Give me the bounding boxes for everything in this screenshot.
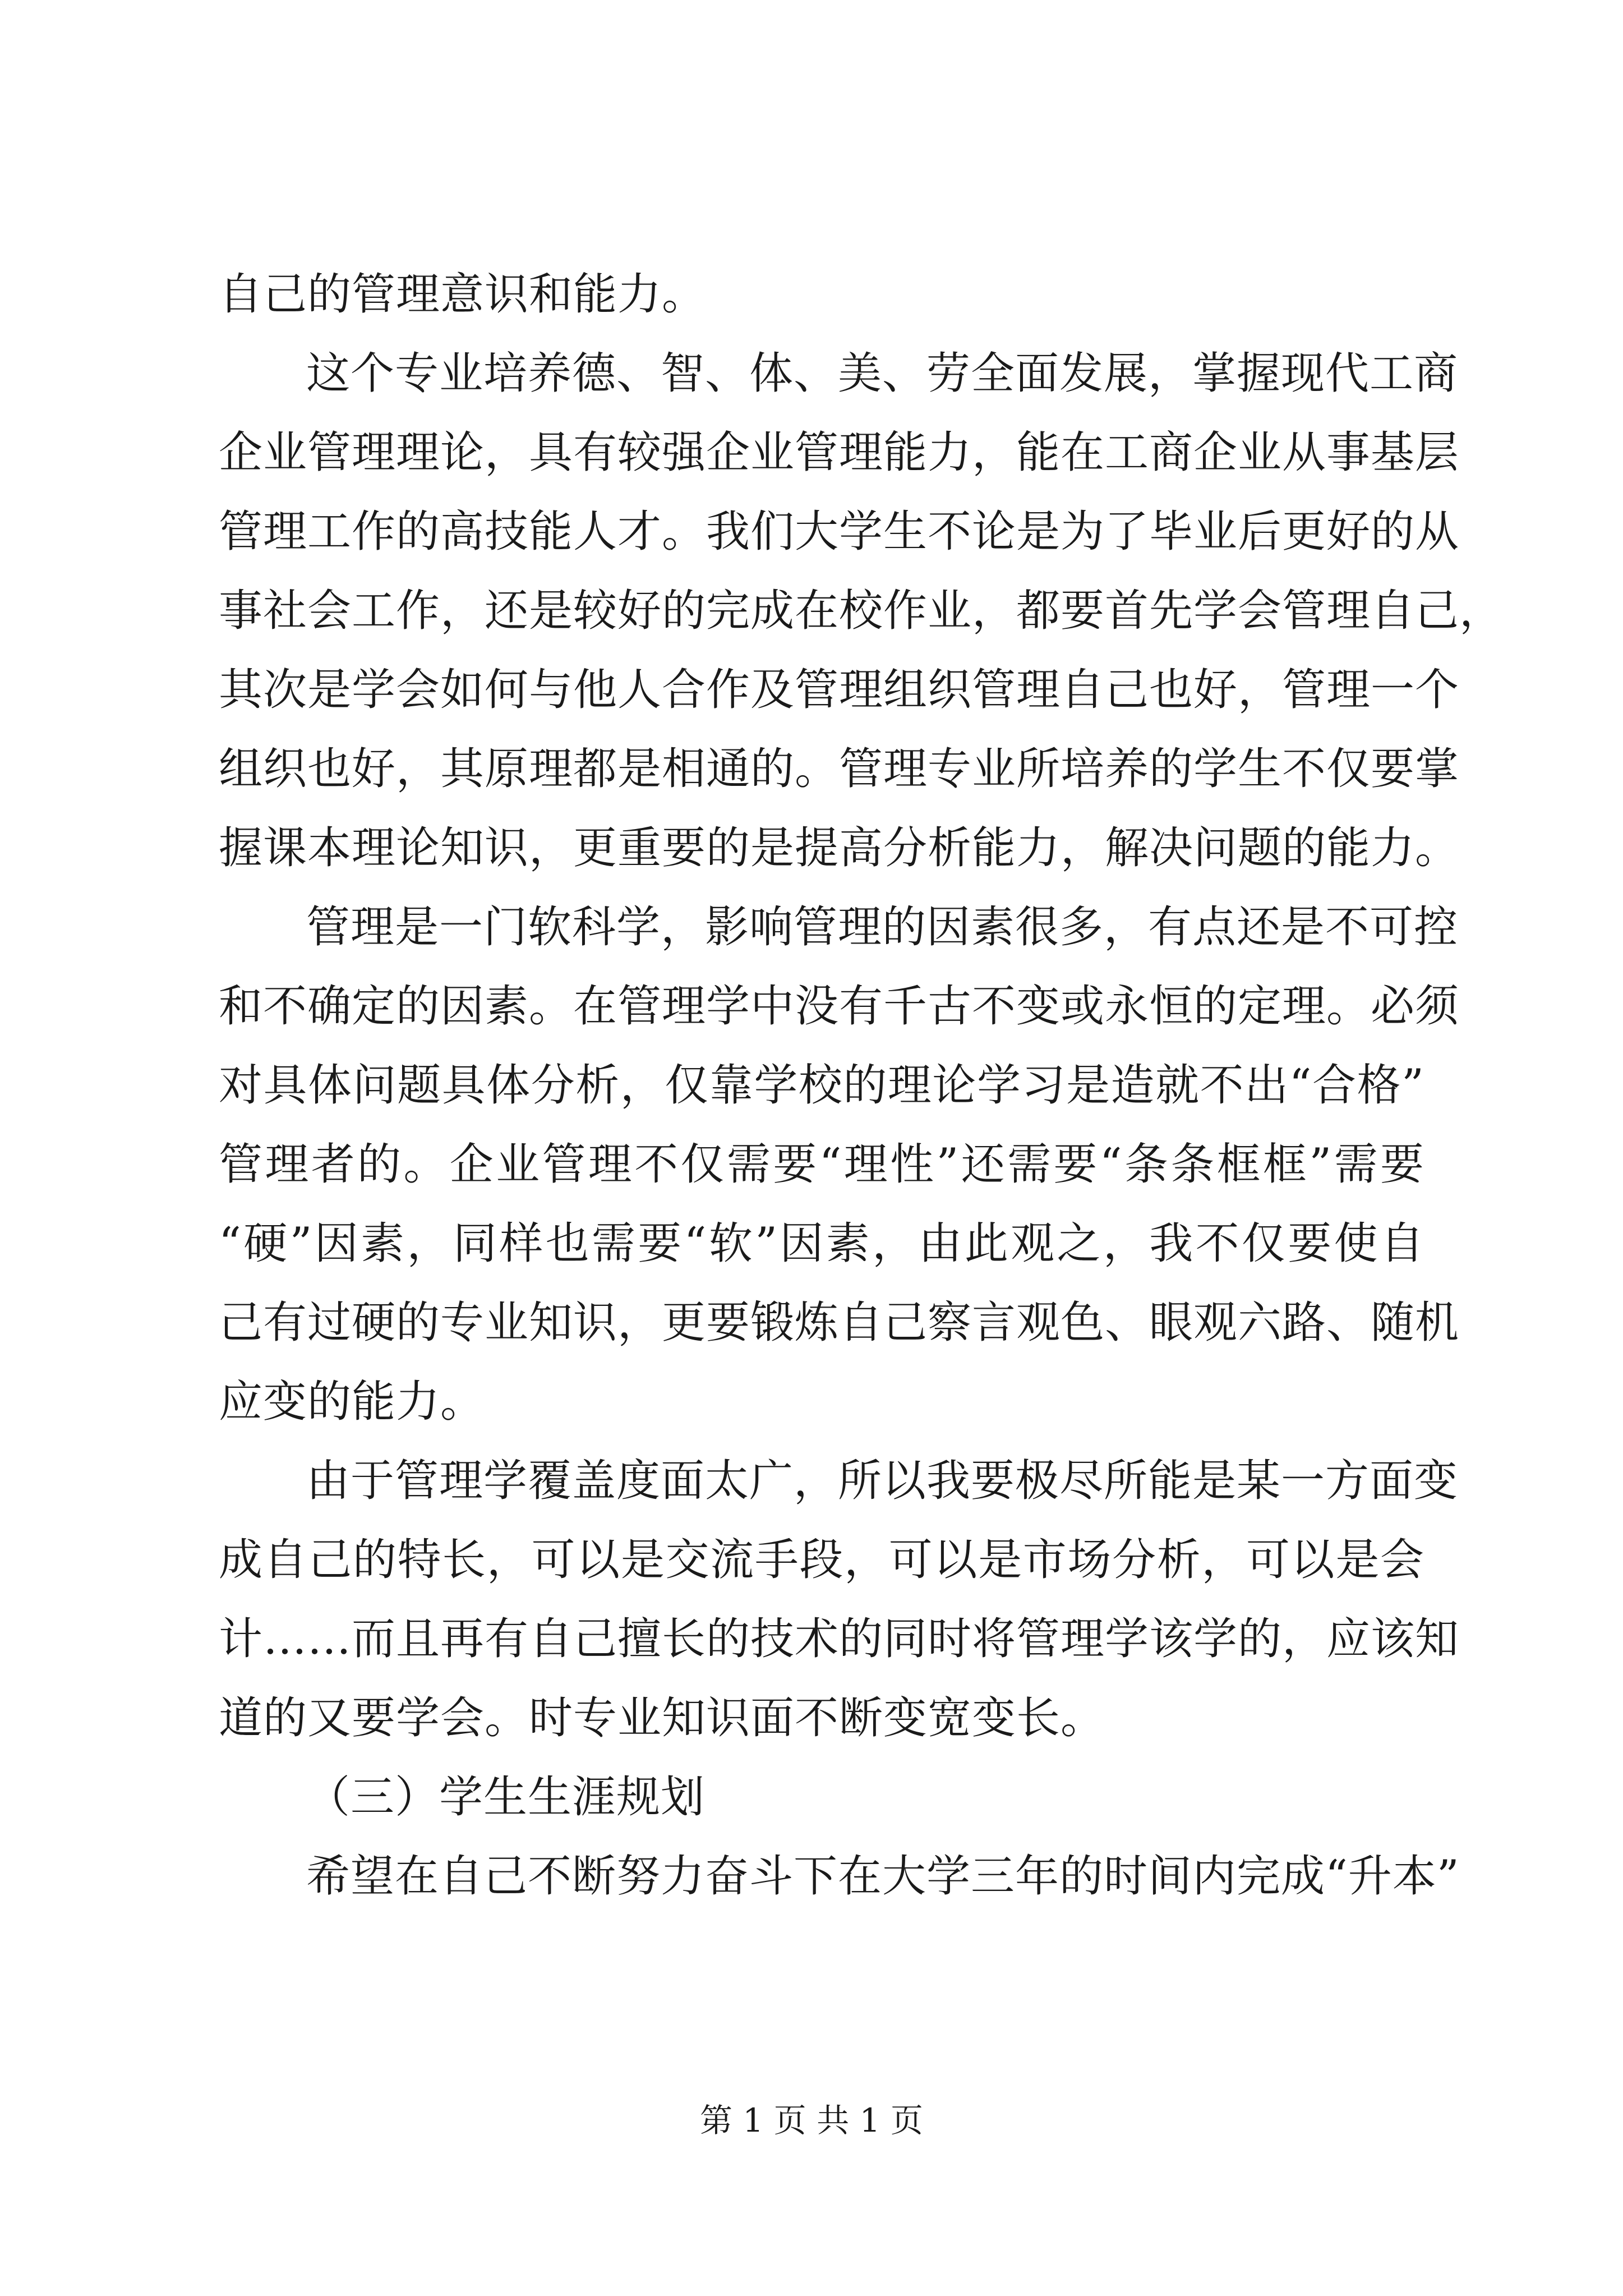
text-line: 自己的管理意识和能力。 (219, 269, 707, 320)
text-line: “硬”因素，同样也需要“软”因素，由此观之，我不仅要使自 (219, 1218, 1424, 1269)
paragraph (219, 888, 1460, 1442)
text-line: 希望在自己不断努力奋斗下在大学三年的时间内完成“升本” (306, 1851, 1460, 1902)
text-line: 组织也好，其原理都是相通的。管理专业所培养的学生不仅要掌 (219, 744, 1460, 794)
text-line: 计……而且再有自己擅长的技术的同时将管理学该学的，应该知 (219, 1614, 1460, 1664)
document-body (219, 255, 1504, 1916)
paragraph (219, 1442, 1460, 1758)
text-line: 这个专业培养德、智、体、美、劳全面发展，掌握现代工商 (306, 348, 1459, 399)
text-line: 管理是一门软科学，影响管理的因素很多，有点还是不可控 (306, 902, 1459, 953)
text-line: 管理工作的高技能人才。我们大学生不论是为了毕业后更好的从 (219, 507, 1460, 557)
text-line: 对具体问题具体分析，仅靠学校的理论学习是造就不出“合格” (219, 1060, 1424, 1111)
page-footer: 第 1 页 共 1 页 (700, 2101, 923, 2139)
text-line: 成自己的特长，可以是交流手段，可以是市场分析，可以是会 (219, 1535, 1424, 1585)
text-line: 道的又要学会。时专业知识面不断变宽变长。 (219, 1693, 1105, 1743)
text-line: 管理者的。企业管理不仅需要“理性”还需要“条条框框”需要 (219, 1139, 1424, 1190)
text-line: 己有过硬的专业知识，更要锻炼自己察言观色、眼观六路、随机 (219, 1297, 1460, 1348)
text-line: 事社会工作，还是较好的完成在校作业，都要首先学会管理自己， (219, 586, 1504, 636)
text-line: 由于管理学覆盖度面太广，所以我要极尽所能是某一方面变 (306, 1456, 1459, 1506)
text-line: 其次是学会如何与他人合作及管理组织管理自己也好，管理一个 (219, 665, 1460, 715)
text-line: （三）学生生涯规划 (306, 1772, 706, 1823)
section-heading (219, 1758, 1424, 1837)
text-line: 和不确定的因素。在管理学中没有千古不变或永恒的定理。必须 (219, 981, 1460, 1032)
paragraph (219, 334, 1504, 888)
text-line: 应变的能力。 (219, 1377, 485, 1427)
text-line: 企业管理理论，具有较强企业管理能力，能在工商企业从事基层 (219, 427, 1460, 478)
text-line: 握课本理论知识，更重要的是提高分析能力，解决问题的能力。 (219, 823, 1460, 873)
paragraph (219, 1837, 1460, 1916)
paragraph (219, 255, 1424, 334)
